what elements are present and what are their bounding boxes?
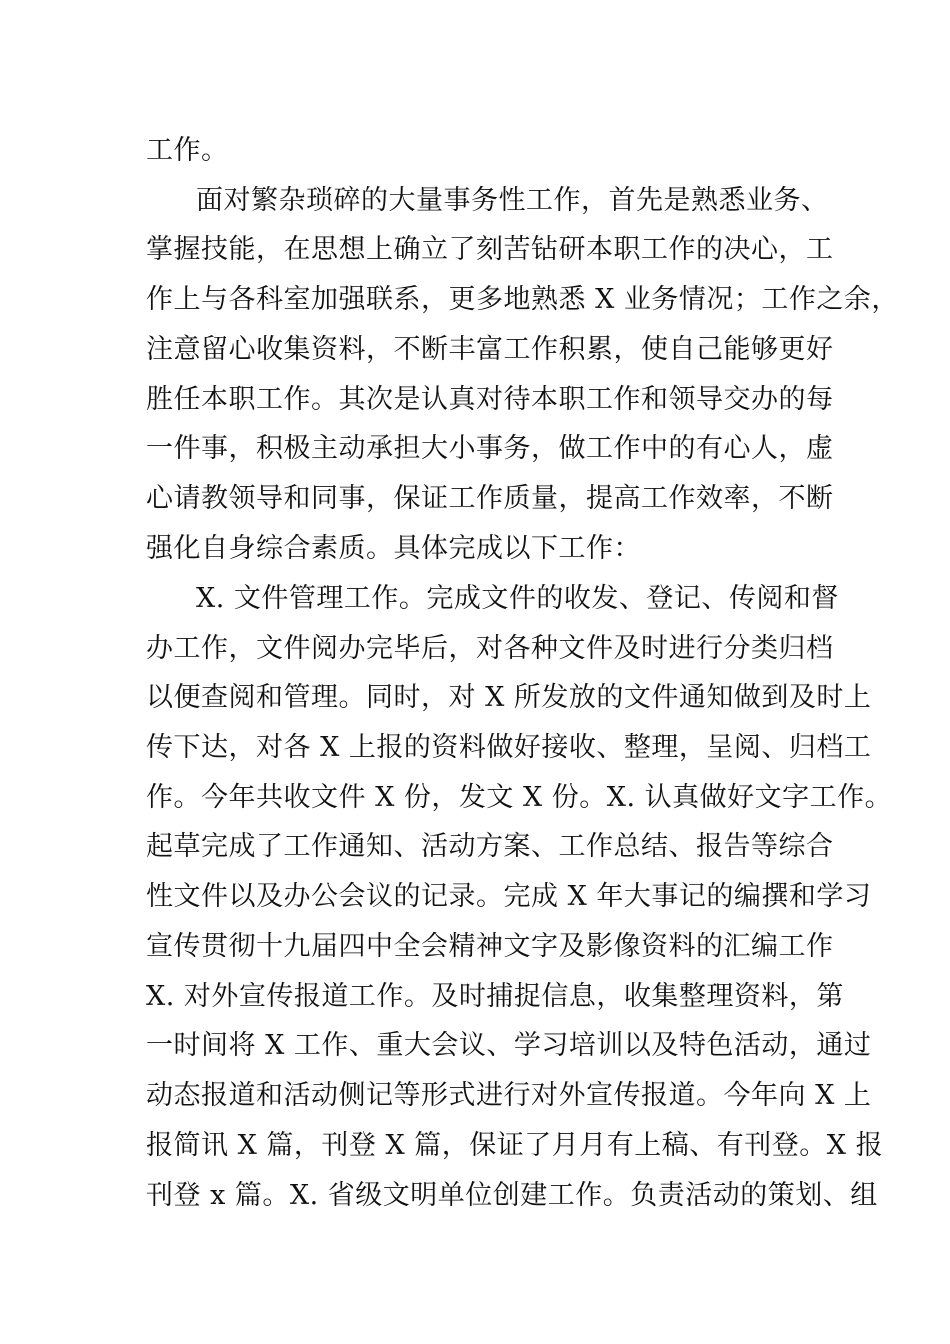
text-line-2: 面对繁杂琐碎的大量事务性工作，首先是熟悉业务、 — [196, 185, 829, 216]
text-line-12: 以便查阅和管理。同时，对 X 所发放的文件通知做到及时上 — [146, 682, 872, 713]
text-line-8: 心请教领导和同事，保证工作质量，提高工作效率，不断 — [146, 483, 834, 514]
text-line-21: 报简讯 X 篇，刊登 X 篇，保证了月月有上稿、有刊登。X 报 — [146, 1130, 884, 1161]
text-line-18: X. 对外宣传报道工作。及时捕捉信息，收集整理资料，第 — [146, 981, 844, 1012]
text-line-16: 性文件以及办公会议的记录。完成 X 年大事记的编撰和学习 — [146, 881, 872, 912]
text-line-11: 办工作，文件阅办完毕后，对各种文件及时进行分类归档 — [146, 633, 834, 664]
text-line-15: 起草完成了工作通知、活动方案、工作总结、报告等综合 — [146, 831, 834, 862]
text-line-10: X. 文件管理工作。完成文件的收发、登记、传阅和督 — [196, 583, 839, 614]
text-line-4: 作上与各科室加强联系，更多地熟悉 X 业务情况；工作之余， — [146, 284, 899, 315]
text-line-22: 刊登 x 篇。X. 省级文明单位创建工作。负责活动的策划、组 — [146, 1180, 878, 1211]
text-line-7: 一件事，积极主动承担大小事务，做工作中的有心人，虚 — [146, 433, 834, 464]
text-line-5: 注意留心收集资料，不断丰富工作积累，使自己能够更好 — [146, 334, 834, 365]
text-line-17: 宣传贯彻十九届四中全会精神文字及影像资料的汇编工作 — [146, 931, 834, 962]
text-line-1: 工作。 — [146, 135, 229, 166]
text-line-14: 作。今年共收文件 X 份，发文 X 份。X. 认真做好文字工作。 — [146, 782, 893, 813]
text-line-3: 掌握技能，在思想上确立了刻苦钻研本职工作的决心，工 — [146, 234, 834, 265]
text-line-19: 一时间将 X 工作、重大会议、学习培训以及特色活动，通过 — [146, 1030, 872, 1061]
text-line-9: 强化自身综合素质。具体完成以下工作： — [146, 533, 641, 564]
text-line-6: 胜任本职工作。其次是认真对待本职工作和领导交办的每 — [146, 384, 834, 415]
text-line-13: 传下达，对各 X 上报的资料做好接收、整理，呈阅、归档工 — [146, 732, 872, 763]
text-line-20: 动态报道和活动侧记等形式进行对外宣传报道。今年向 X 上 — [146, 1080, 872, 1111]
